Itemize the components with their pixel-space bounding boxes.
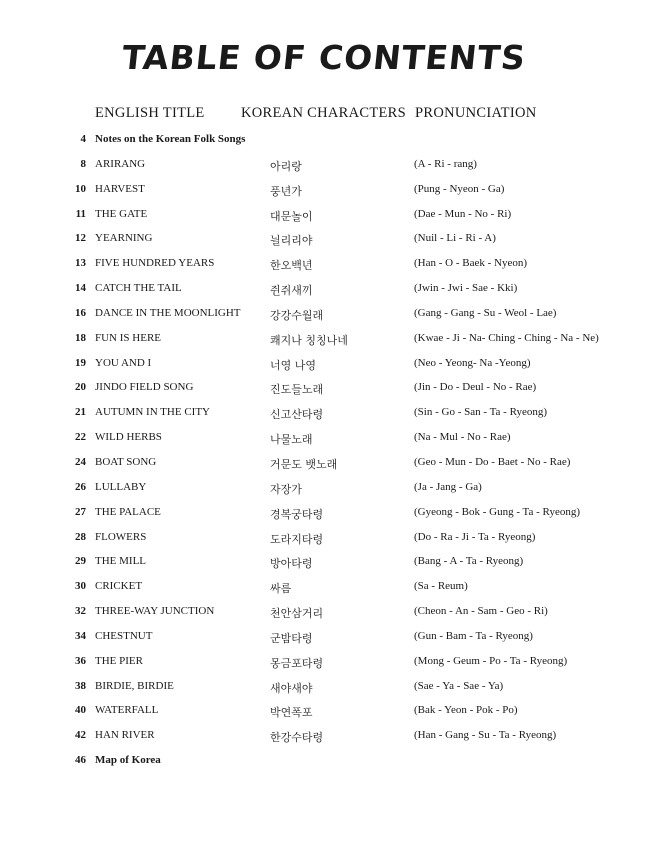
list-item	[0, 674, 648, 699]
english-title: WATERFALL	[95, 704, 159, 717]
english-title: LULLABY	[95, 480, 147, 493]
korean-characters: 쥔쥐새끼	[270, 284, 313, 298]
pronunciation: (Bang - A - Ta - Ryeong)	[414, 555, 524, 568]
korean-characters: 대문놀이	[270, 209, 313, 223]
page-number: 24	[75, 455, 86, 468]
pronunciation: (Dae - Mun - No - Ri)	[414, 207, 512, 220]
list-item	[0, 251, 648, 276]
page-number: 38	[75, 679, 86, 692]
english-title: CRICKET	[95, 580, 143, 593]
korean-characters: 나물노래	[270, 433, 313, 447]
pronunciation: (Geo - Mun - Do - Baet - No - Rae)	[414, 455, 571, 468]
list-item	[0, 202, 648, 227]
english-title: ARIRANG	[95, 157, 146, 170]
korean-characters: 풍년가	[270, 184, 302, 198]
page-title: TABLE OF CONTENTS	[120, 38, 528, 77]
korean-characters: 몽금포타령	[270, 656, 324, 670]
page-number: 28	[75, 530, 86, 543]
header-korean-characters: KOREAN CHARACTERS	[241, 105, 407, 121]
page-number: 27	[75, 505, 86, 518]
english-title: BIRDIE, BIRDIE	[95, 679, 174, 692]
korean-characters: 박연폭포	[270, 706, 313, 720]
list-item	[0, 177, 648, 202]
pronunciation: (Mong - Geum - Po - Ta - Ryeong)	[414, 654, 568, 667]
list-item	[0, 698, 648, 723]
list-item	[0, 475, 648, 500]
english-title: FUN IS HERE	[95, 331, 162, 344]
page-number: 8	[80, 157, 86, 170]
pronunciation: (Gyeong - Bok - Gung - Ta - Ryeong)	[414, 505, 580, 518]
english-title: THE PIER	[95, 654, 143, 667]
english-title: CATCH THE TAIL	[95, 282, 182, 295]
english-title: YOU AND I	[95, 356, 152, 369]
korean-characters: 늴리리야	[270, 234, 313, 248]
pronunciation: (Sae - Ya - Sae - Ya)	[414, 679, 504, 692]
header-english-title: ENGLISH TITLE	[95, 105, 205, 121]
list-item	[0, 276, 648, 301]
english-title: CHESTNUT	[95, 629, 153, 642]
pronunciation: (Gun - Bam - Ta - Ryeong)	[414, 629, 533, 642]
korean-characters: 쾌지나 칭칭나네	[270, 333, 348, 347]
list-item	[0, 723, 648, 748]
pronunciation: (Do - Ra - Ji - Ta - Ryeong)	[414, 530, 536, 543]
page-number: 11	[75, 207, 86, 220]
english-title: HARVEST	[95, 182, 145, 195]
page-number: 4	[80, 133, 86, 145]
page-number: 20	[75, 381, 86, 394]
list-item	[0, 425, 648, 450]
english-title: THE MILL	[95, 555, 147, 568]
list-item	[0, 226, 648, 251]
english-title: FIVE HUNDRED YEARS	[95, 257, 215, 270]
korean-characters: 방아타령	[270, 557, 313, 571]
english-title: THREE-WAY JUNCTION	[95, 605, 215, 618]
english-title: THE GATE	[95, 207, 148, 220]
english-title: DANCE IN THE MOONLIGHT	[95, 306, 241, 319]
pronunciation: (Cheon - An - Sam - Geo - Ri)	[414, 605, 548, 618]
list-item	[0, 351, 648, 376]
korean-characters: 강강수월래	[270, 308, 324, 322]
korean-characters: 자장가	[270, 482, 302, 496]
page-number: 36	[75, 654, 86, 667]
page-number: 12	[75, 232, 86, 245]
english-title: FLOWERS	[95, 530, 147, 543]
english-title: Map of Korea	[95, 754, 161, 767]
pronunciation: (Ja - Jang - Ga)	[414, 480, 482, 493]
pronunciation: (Bak - Yeon - Pok - Po)	[414, 704, 518, 717]
korean-characters: 너영 나영	[270, 358, 317, 372]
english-title: THE PALACE	[95, 505, 161, 518]
page-number: 21	[75, 406, 86, 419]
english-title: HAN RIVER	[95, 729, 155, 742]
pronunciation: (Sa - Reum)	[414, 580, 468, 593]
english-title: AUTUMN IN THE CITY	[95, 406, 210, 419]
list-item	[0, 127, 648, 152]
korean-characters: 천안삼거리	[270, 607, 324, 621]
korean-characters: 진도들노래	[270, 383, 324, 397]
list-item	[0, 574, 648, 599]
pronunciation: (Gang - Gang - Su - Weol - Lae)	[414, 306, 557, 319]
korean-characters: 한강수타령	[270, 731, 324, 745]
english-title: BOAT SONG	[95, 455, 157, 468]
list-item	[0, 500, 648, 525]
page-number: 10	[75, 182, 86, 195]
pronunciation: (Pung - Nyeon - Ga)	[414, 182, 505, 195]
pronunciation: (Na - Mul - No - Rae)	[414, 431, 511, 444]
header-pronunciation: PRONUNCIATION	[415, 105, 537, 121]
english-title: WILD HERBS	[95, 431, 162, 444]
list-item	[0, 301, 648, 326]
page-number: 18	[75, 331, 86, 344]
list-item	[0, 748, 648, 773]
page-number: 29	[75, 555, 86, 568]
column-headers	[0, 105, 648, 125]
list-item	[0, 375, 648, 400]
pronunciation: (Jwin - Jwi - Sae - Kki)	[414, 282, 518, 295]
contents-list	[0, 127, 648, 773]
korean-characters: 경복궁타령	[270, 507, 324, 521]
pronunciation: (Kwae - Ji - Na- Ching - Ching - Na - Ne)	[414, 331, 599, 344]
page-number: 13	[75, 257, 86, 270]
pronunciation: (Jin - Do - Deul - No - Rae)	[414, 381, 537, 394]
english-title: Notes on the Korean Folk Songs	[95, 133, 246, 145]
korean-characters: 싸름	[270, 582, 292, 596]
page-number: 30	[75, 580, 86, 593]
pronunciation: (Sin - Go - San - Ta - Ryeong)	[414, 406, 548, 419]
page-number: 40	[75, 704, 86, 717]
list-item	[0, 525, 648, 550]
list-item	[0, 400, 648, 425]
korean-characters: 군밤타령	[270, 631, 313, 645]
list-item	[0, 326, 648, 351]
page-number: 42	[75, 729, 86, 742]
pronunciation: (A - Ri - rang)	[414, 157, 477, 170]
korean-characters: 새야새야	[270, 681, 313, 695]
korean-characters: 신고산타령	[270, 408, 324, 422]
korean-characters: 아리랑	[270, 159, 302, 173]
list-item	[0, 450, 648, 475]
page-number: 26	[75, 480, 86, 493]
page-number: 46	[75, 754, 86, 767]
pronunciation: (Neo - Yeong- Na -Yeong)	[414, 356, 531, 369]
page-number: 14	[75, 282, 86, 295]
pronunciation: (Nuil - Li - Ri - A)	[414, 232, 496, 245]
list-item	[0, 624, 648, 649]
english-title: YEARNING	[95, 232, 153, 245]
list-item	[0, 649, 648, 674]
page-number: 34	[75, 629, 86, 642]
list-item	[0, 599, 648, 624]
page-number: 22	[75, 431, 86, 444]
korean-characters: 한오백년	[270, 259, 313, 273]
list-item	[0, 549, 648, 574]
pronunciation: (Han - Gang - Su - Ta - Ryeong)	[414, 729, 557, 742]
english-title: JINDO FIELD SONG	[95, 381, 194, 394]
list-item	[0, 152, 648, 177]
page-number: 19	[75, 356, 86, 369]
korean-characters: 거문도 뱃노래	[270, 457, 338, 471]
pronunciation: (Han - O - Baek - Nyeon)	[414, 257, 528, 270]
page-number: 16	[75, 306, 86, 319]
korean-characters: 도라지타령	[270, 532, 324, 546]
page-number: 32	[75, 605, 86, 618]
